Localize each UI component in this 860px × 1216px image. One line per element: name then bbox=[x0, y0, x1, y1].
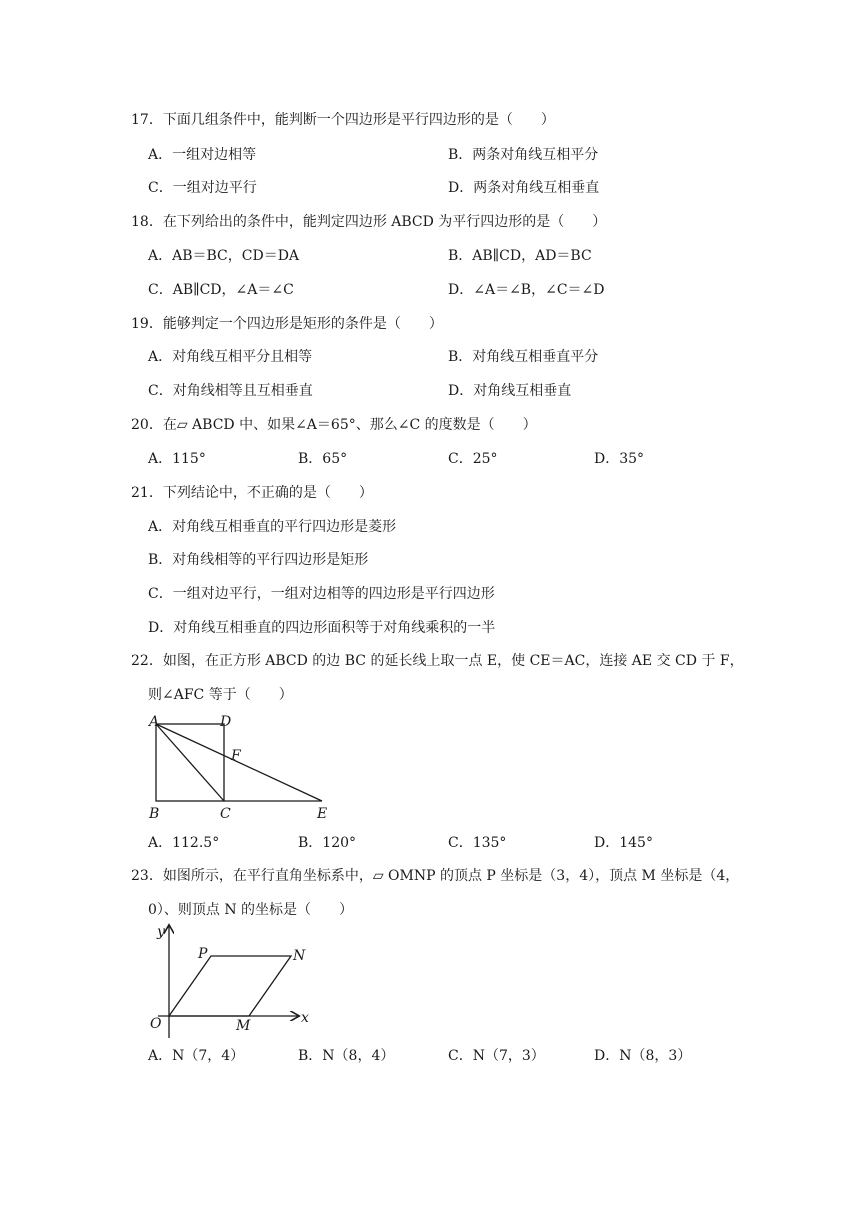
q20-option-c[interactable]: C．25° bbox=[448, 451, 498, 467]
label-b: B bbox=[149, 806, 160, 822]
label-p: P bbox=[198, 946, 208, 962]
label-c: C bbox=[220, 806, 231, 822]
question-20-stem: 20．在▱ ABCD 中、如果∠A＝65°、那么∠C 的度数是（ ） bbox=[131, 417, 537, 433]
q22-option-c[interactable]: C．135° bbox=[448, 835, 507, 851]
q22-option-d[interactable]: D．145° bbox=[594, 835, 653, 851]
q18-option-d[interactable]: D．∠A＝∠B，∠C＝∠D bbox=[448, 282, 605, 298]
question-21-stem: 21．下列结论中，不正确的是（ ） bbox=[131, 485, 373, 501]
q18-option-c[interactable]: C．AB∥CD，∠A＝∠C bbox=[148, 282, 294, 298]
q21-option-a[interactable]: A．对角线互相垂直的平行四边形是菱形 bbox=[148, 519, 397, 535]
square-figure bbox=[140, 708, 340, 828]
q21-option-c[interactable]: C．一组对边平行，一组对边相等的四边形是平行四边形 bbox=[148, 586, 495, 602]
q17-option-b[interactable]: B．两条对角线互相平分 bbox=[448, 147, 599, 163]
q23-option-a[interactable]: A．N（7，4） bbox=[148, 1048, 245, 1064]
q21-option-d[interactable]: D．对角线互相垂直的四边形面积等于对角线乘积的一半 bbox=[148, 620, 496, 636]
question-22-stem-continued: 则∠AFC 等于（ ） bbox=[148, 687, 293, 703]
parallelogram-omnp bbox=[169, 956, 291, 1016]
q17-option-d[interactable]: D．两条对角线互相垂直 bbox=[448, 180, 600, 196]
q19-option-a[interactable]: A．对角线互相平分且相等 bbox=[148, 349, 313, 365]
label-y: y bbox=[157, 924, 165, 940]
label-e: E bbox=[317, 806, 328, 822]
question-19-stem: 19．能够判定一个四边形是矩形的条件是（ ） bbox=[131, 316, 443, 332]
question-23-stem: 23．如图所示，在平行直角坐标系中，▱ OMNP 的顶点 P 坐标是（3，4），顶点 M 坐标是（4， bbox=[131, 868, 740, 884]
question-17-stem: 17．下面几组条件中，能判断一个四边形是平行四边形的是（ ） bbox=[131, 112, 555, 128]
q19-option-b[interactable]: B．对角线互相垂直平分 bbox=[448, 349, 599, 365]
q19-option-d[interactable]: D．对角线互相垂直 bbox=[448, 383, 572, 399]
q18-option-b[interactable]: B．AB∥CD，AD＝BC bbox=[448, 248, 592, 264]
label-n: N bbox=[293, 948, 306, 964]
question-18-stem: 18．在下列给出的条件中，能判定四边形 ABCD 为平行四边形的是（ ） bbox=[131, 214, 607, 230]
q23-option-b[interactable]: B．N（8，4） bbox=[298, 1048, 395, 1064]
question-23-stem-continued: 0）、则顶点 N 的坐标是（ ） bbox=[148, 902, 354, 918]
label-f: F bbox=[231, 748, 241, 764]
q20-option-b[interactable]: B．65° bbox=[298, 451, 348, 467]
q17-option-a[interactable]: A．一组对边相等 bbox=[148, 147, 257, 163]
label-d: D bbox=[220, 714, 232, 730]
coordinate-figure bbox=[140, 918, 320, 1042]
q18-option-a[interactable]: A．AB＝BC，CD＝DA bbox=[148, 248, 300, 264]
q23-option-c[interactable]: C．N（7，3） bbox=[448, 1048, 545, 1064]
label-m: M bbox=[236, 1018, 251, 1034]
q17-option-c[interactable]: C．一组对边平行 bbox=[148, 180, 257, 196]
q20-option-d[interactable]: D．35° bbox=[594, 451, 645, 467]
label-a: A bbox=[149, 714, 160, 730]
question-22-stem: 22．如图，在正方形 ABCD 的边 BC 的延长线上取一点 E，使 CE＝AC，连接 AE 交 CD 于 F， bbox=[131, 653, 744, 669]
q22-option-b[interactable]: B．120° bbox=[298, 835, 357, 851]
q22-option-a[interactable]: A．112.5° bbox=[148, 835, 220, 851]
q19-option-c[interactable]: C．对角线相等且互相垂直 bbox=[148, 383, 313, 399]
diagonal-ac bbox=[156, 724, 224, 801]
label-x: x bbox=[301, 1010, 309, 1026]
q20-option-a[interactable]: A．115° bbox=[148, 451, 206, 467]
q21-option-b[interactable]: B．对角线相等的平行四边形是矩形 bbox=[148, 552, 369, 568]
label-o: O bbox=[150, 1016, 162, 1032]
q23-option-d[interactable]: D．N（8，3） bbox=[594, 1048, 692, 1064]
